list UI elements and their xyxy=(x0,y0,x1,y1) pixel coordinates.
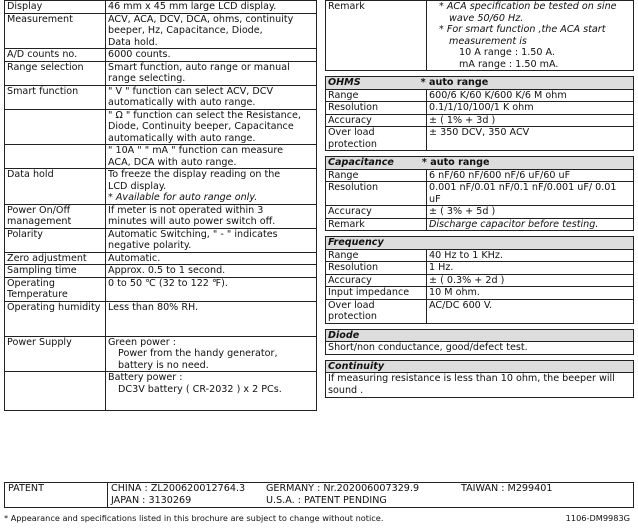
frequency-row-accuracy: Accuracy ± ( 0.3% + 2d ) xyxy=(326,274,634,287)
patent-usa: U.S.A. : PATENT PENDING xyxy=(266,495,387,506)
spec-row-smart-function xyxy=(5,85,317,109)
section-title: Continuity xyxy=(328,360,385,372)
spec-value: Less than 80% RH. xyxy=(106,301,317,336)
spec-label: Power Supply xyxy=(5,336,106,372)
patent-taiwan: TAIWAN : M299401 xyxy=(461,483,553,494)
spec-row-sampling-time xyxy=(5,265,317,278)
spec-label: Operating humidity xyxy=(5,301,106,336)
function-spec-table xyxy=(325,0,634,398)
capacitance-row-resolution: Resolution 0.001 nF/0.01 nF/0.1 nF/0.001 uF/ 0.01 uF xyxy=(326,182,634,206)
spec-label: Remark xyxy=(326,1,427,71)
spec-label: Zero adjustment xyxy=(5,252,106,265)
spec-row-battery-power xyxy=(5,372,317,411)
document-code: 1106-DM9983G xyxy=(565,513,630,523)
spec-value: 6000 counts. xyxy=(106,49,317,62)
data-hold-note: * Available for auto range only. xyxy=(108,192,258,203)
spec-value: Green power : Power from the handy generator, battery is no need. xyxy=(106,336,317,372)
diode-row: Short/non conductance, good/defect test. xyxy=(326,342,634,355)
spec-row-power-supply xyxy=(5,336,317,372)
spec-value: * ACA specification be tested on sine wave 50/60 Hz. * For smart function ,the ACA start measurement is 10 A range : 1.50 A. mA range : 1.50 mA. xyxy=(427,1,634,71)
general-spec-column xyxy=(4,0,317,411)
spec-label: Range selection xyxy=(5,61,106,85)
frequency-row-overload: Over load protection AC/DC 600 V. xyxy=(326,299,634,323)
spec-value: If meter is not operated within 3 minutes will auto power switch off. xyxy=(106,204,317,228)
frequency-row-range: Range 40 Hz to 1 KHz. xyxy=(326,249,634,262)
frequency-row-impedance: Input impedance 10 M ohm. xyxy=(326,287,634,300)
spec-label: Sampling time xyxy=(5,265,106,278)
section-subtitle: * auto range xyxy=(420,77,489,88)
disclaimer-note: * Appearance and specifications listed in this brochure are subject to change without notice. xyxy=(4,513,384,523)
patent-list xyxy=(108,483,634,508)
spec-value: To freeze the display reading on the LCD display. * Available for auto range only. xyxy=(106,169,317,205)
spec-row-polarity xyxy=(5,228,317,252)
ohms-row-range: Range 600/6 K/60 K/600 K/6 M ohm xyxy=(326,89,634,102)
patent-label: PATENT xyxy=(5,483,108,508)
spec-label xyxy=(5,145,106,169)
spec-label xyxy=(5,372,106,411)
spec-label: Display xyxy=(5,1,106,14)
spec-value: Automatic Switching, " - " indicates negative polarity. xyxy=(106,228,317,252)
spec-row-power-management xyxy=(5,204,317,228)
spec-value: ACV, ACA, DCV, DCA, ohms, continuity beeper, Hz, Capacitance, Diode, Data hold. xyxy=(106,13,317,49)
capacitance-row-remark: Remark Discharge capacitor before testing. xyxy=(326,218,634,231)
spec-row-data-hold xyxy=(5,169,317,205)
spec-label: Power On/Off management xyxy=(5,204,106,228)
ohms-row-overload: Over load protection ± 350 DCV, 350 ACV xyxy=(326,127,634,151)
aca-remark-row xyxy=(326,1,634,71)
continuity-row: If measuring resistance is less than 10 ohm, the beeper will sound . xyxy=(326,373,634,398)
continuity-section-header xyxy=(326,360,634,373)
spec-label: A/D counts no. xyxy=(5,49,106,62)
diode-section-header xyxy=(326,329,634,342)
spec-label: Polarity xyxy=(5,228,106,252)
ohms-row-resolution: Resolution 0.1/1/10/100/1 K ohm xyxy=(326,102,634,115)
general-spec-table xyxy=(4,0,317,411)
function-spec-column xyxy=(325,0,634,398)
spec-row-smart-function-amp xyxy=(5,145,317,169)
spec-value: Approx. 0.5 to 1 second. xyxy=(106,265,317,278)
patent-japan: JAPAN : 3130269 xyxy=(111,495,192,506)
section-title: OHMS xyxy=(328,77,361,88)
spec-row-zero-adjustment xyxy=(5,252,317,265)
spec-label: Data hold xyxy=(5,169,106,205)
spec-label: Operating Temperature xyxy=(5,277,106,301)
spec-value: 46 mm x 45 mm large LCD display. xyxy=(106,1,317,14)
ohms-section-header xyxy=(326,77,634,90)
section-title: Diode xyxy=(328,329,360,341)
capacitance-row-accuracy: Accuracy ± ( 3% + 5d ) xyxy=(326,206,634,219)
spec-row-smart-function-ohm xyxy=(5,109,317,145)
frequency-section-header xyxy=(326,237,634,250)
spec-row-range-selection xyxy=(5,61,317,85)
ohms-row-accuracy: Accuracy ± ( 1% + 3d ) xyxy=(326,114,634,127)
patent-block xyxy=(4,482,634,508)
spec-row-measurement xyxy=(5,13,317,49)
spec-label: Measurement xyxy=(5,13,106,49)
patent-china: CHINA : ZL200620012764.3 xyxy=(111,483,246,494)
capacitance-row-range: Range 6 nF/60 nF/600 nF/6 uF/60 uF xyxy=(326,169,634,182)
spec-row-operating-temperature xyxy=(5,277,317,301)
spec-row-ad-counts xyxy=(5,49,317,62)
spec-value: 0 to 50 ℃ (32 to 122 ℉). xyxy=(106,277,317,301)
spec-value: Smart function, auto range or manual range selecting. xyxy=(106,61,317,85)
spec-row-operating-humidity xyxy=(5,301,317,336)
spec-value: " V " function can select ACV, DCV automatically with auto range. xyxy=(106,85,317,109)
section-subtitle: * auto range xyxy=(421,157,490,168)
spec-value: " Ω " function can select the Resistance, Diode, Continuity beeper, Capacitance automatically with auto range. xyxy=(106,109,317,145)
spec-label: Smart function xyxy=(5,85,106,109)
capacitance-section-header xyxy=(326,157,634,170)
spec-value: Battery power : DC3V battery ( CR-2032 ) x 2 PCs. xyxy=(106,372,317,411)
spec-value: Automatic. xyxy=(106,252,317,265)
spec-row-display xyxy=(5,1,317,14)
section-title: Capacitance xyxy=(328,157,394,168)
patent-table xyxy=(4,482,634,508)
frequency-row-resolution: Resolution 1 Hz. xyxy=(326,262,634,275)
spec-label xyxy=(5,109,106,145)
patent-germany: GERMANY : Nr.202006007329.9 xyxy=(266,483,420,494)
section-title: Frequency xyxy=(328,237,384,248)
footer xyxy=(4,514,634,524)
spec-value: " 10A " " mA " function can measure ACA, DCA with auto range. xyxy=(106,145,317,169)
